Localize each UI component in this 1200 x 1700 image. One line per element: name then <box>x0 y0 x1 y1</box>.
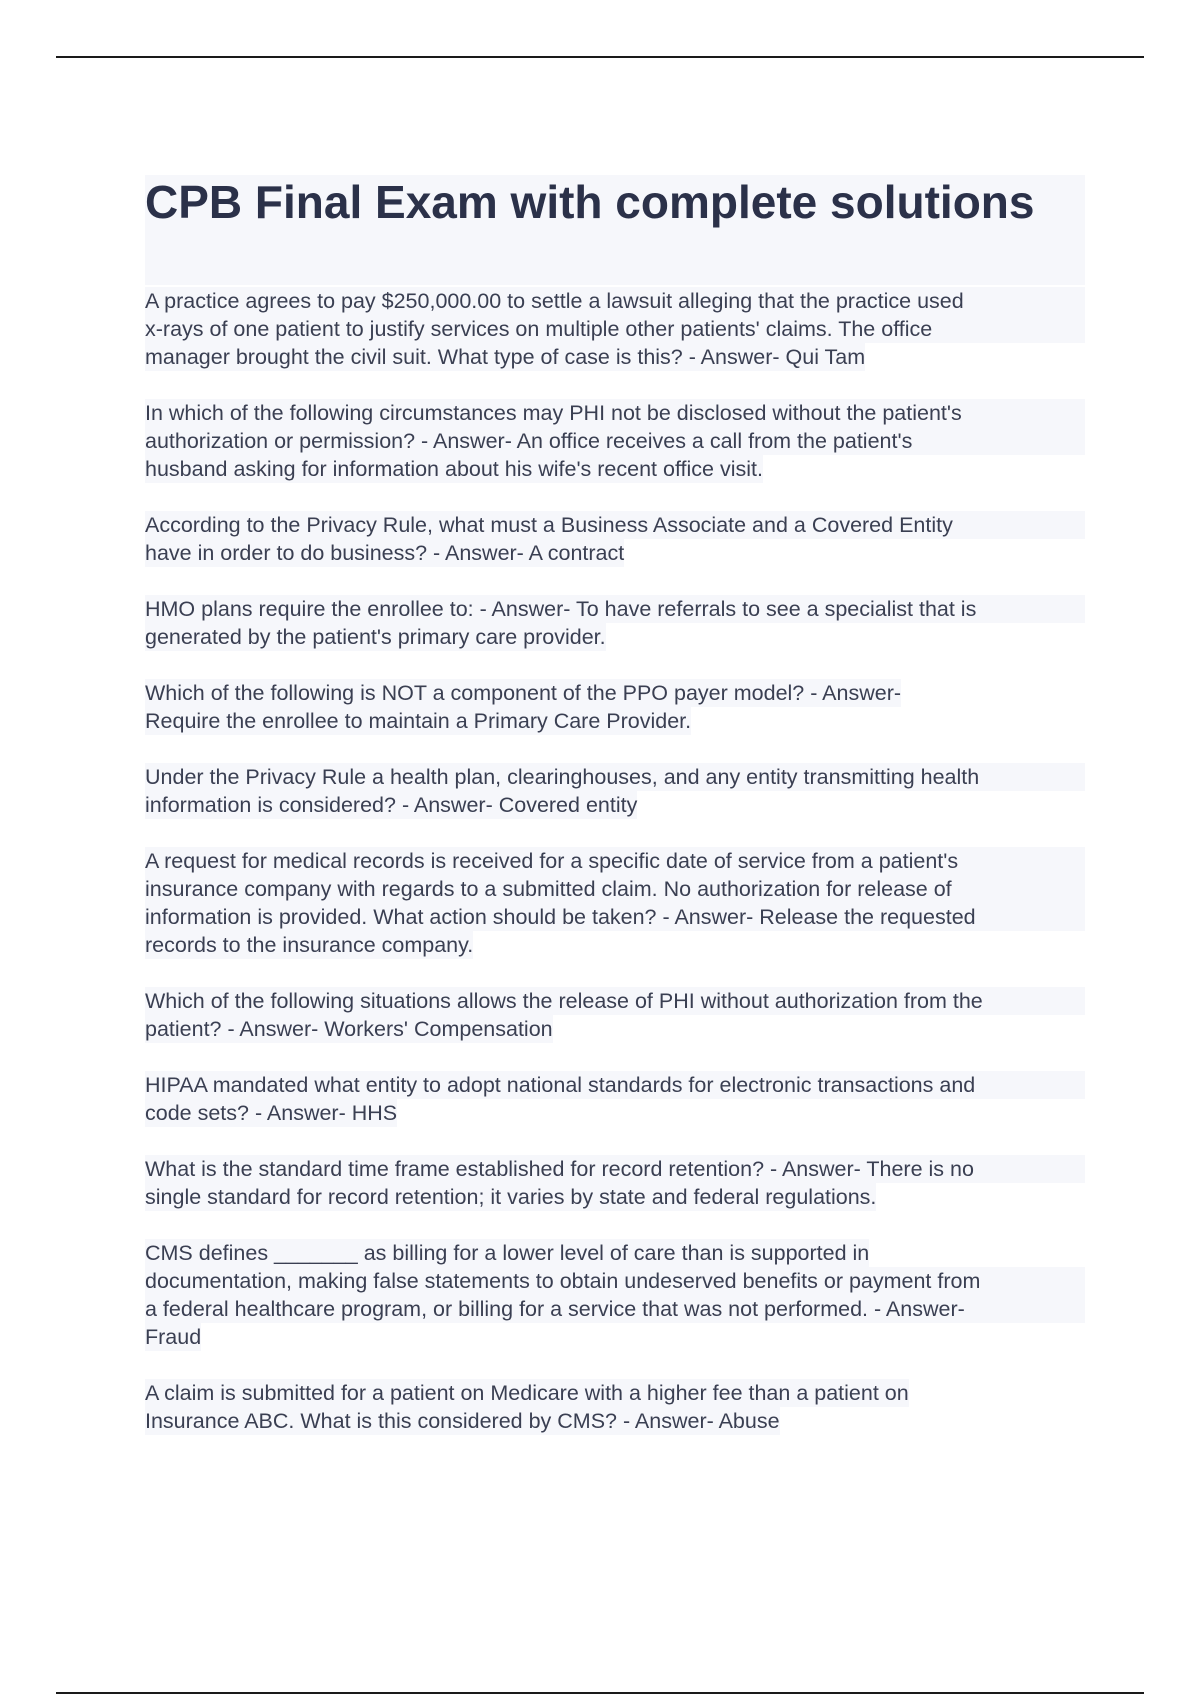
qa-item <box>145 1379 1085 1435</box>
qa-line: insurance company with regards to a submitted claim. No authorization for release of <box>145 875 1085 903</box>
qa-line: single standard for record retention; it varies by state and federal regulations. <box>145 1185 877 1209</box>
document-body <box>145 175 1085 1463</box>
qa-line: Require the enrollee to maintain a Primary Care Provider. <box>145 709 692 733</box>
qa-line: A claim is submitted for a patient on Medicare with a higher fee than a patient on <box>145 1381 909 1405</box>
qa-list <box>145 287 1085 1435</box>
qa-line: documentation, making false statements to obtain undeserved benefits or payment from <box>145 1267 1085 1295</box>
qa-line: information is provided. What action should be taken? - Answer- Release the requested <box>145 903 1085 931</box>
qa-line: generated by the patient's primary care provider. <box>145 625 606 649</box>
title-block <box>145 175 1085 285</box>
qa-line: a federal healthcare program, or billing for a service that was not performed. - Answer- <box>145 1295 1085 1323</box>
page-title: CPB Final Exam with complete solutions <box>145 176 1035 228</box>
qa-item <box>145 679 1085 735</box>
qa-line: A request for medical records is received for a specific date of service from a patient's <box>145 847 1085 875</box>
qa-line: According to the Privacy Rule, what must a Business Associate and a Covered Entity <box>145 511 1085 539</box>
qa-item <box>145 763 1085 819</box>
qa-line: have in order to do business? - Answer- A contract <box>145 541 625 565</box>
qa-line: CMS defines _______ as billing for a lower level of care than is supported in <box>145 1241 870 1265</box>
qa-item <box>145 595 1085 651</box>
header-rule <box>56 56 1144 58</box>
qa-line: What is the standard time frame established for record retention? - Answer- There is no <box>145 1155 1085 1183</box>
qa-line: A practice agrees to pay $250,000.00 to settle a lawsuit alleging that the practice used <box>145 287 1085 315</box>
qa-item <box>145 287 1085 371</box>
qa-item <box>145 1071 1085 1127</box>
qa-line: information is considered? - Answer- Covered entity <box>145 793 638 817</box>
qa-line: x-rays of one patient to justify services on multiple other patients' claims. The office <box>145 315 1085 343</box>
qa-line: Which of the following is NOT a component of the PPO payer model? - Answer- <box>145 681 902 705</box>
footer-rule <box>56 1692 1144 1694</box>
qa-line: In which of the following circumstances may PHI not be disclosed without the patient's <box>145 399 1085 427</box>
qa-item <box>145 847 1085 959</box>
qa-item <box>145 399 1085 483</box>
qa-line: HIPAA mandated what entity to adopt national standards for electronic transactions and <box>145 1071 1085 1099</box>
qa-line: Which of the following situations allows the release of PHI without authorization from the <box>145 987 1085 1015</box>
qa-line: HMO plans require the enrollee to: - Answer- To have referrals to see a specialist that is <box>145 595 1085 623</box>
qa-line: authorization or permission? - Answer- An office receives a call from the patient's <box>145 427 1085 455</box>
qa-line: husband asking for information about his wife's recent office visit. <box>145 457 763 481</box>
qa-line: Fraud <box>145 1325 202 1349</box>
qa-line: patient? - Answer- Workers' Compensation <box>145 1017 553 1041</box>
qa-item <box>145 1155 1085 1211</box>
qa-line: Under the Privacy Rule a health plan, clearinghouses, and any entity transmitting health <box>145 763 1085 791</box>
qa-line: manager brought the civil suit. What type of case is this? - Answer- Qui Tam <box>145 345 866 369</box>
qa-item <box>145 1239 1085 1351</box>
qa-item <box>145 511 1085 567</box>
qa-item <box>145 987 1085 1043</box>
qa-line: records to the insurance company. <box>145 933 474 957</box>
qa-line: Insurance ABC. What is this considered by CMS? - Answer- Abuse <box>145 1409 780 1433</box>
qa-line: code sets? - Answer- HHS <box>145 1101 398 1125</box>
